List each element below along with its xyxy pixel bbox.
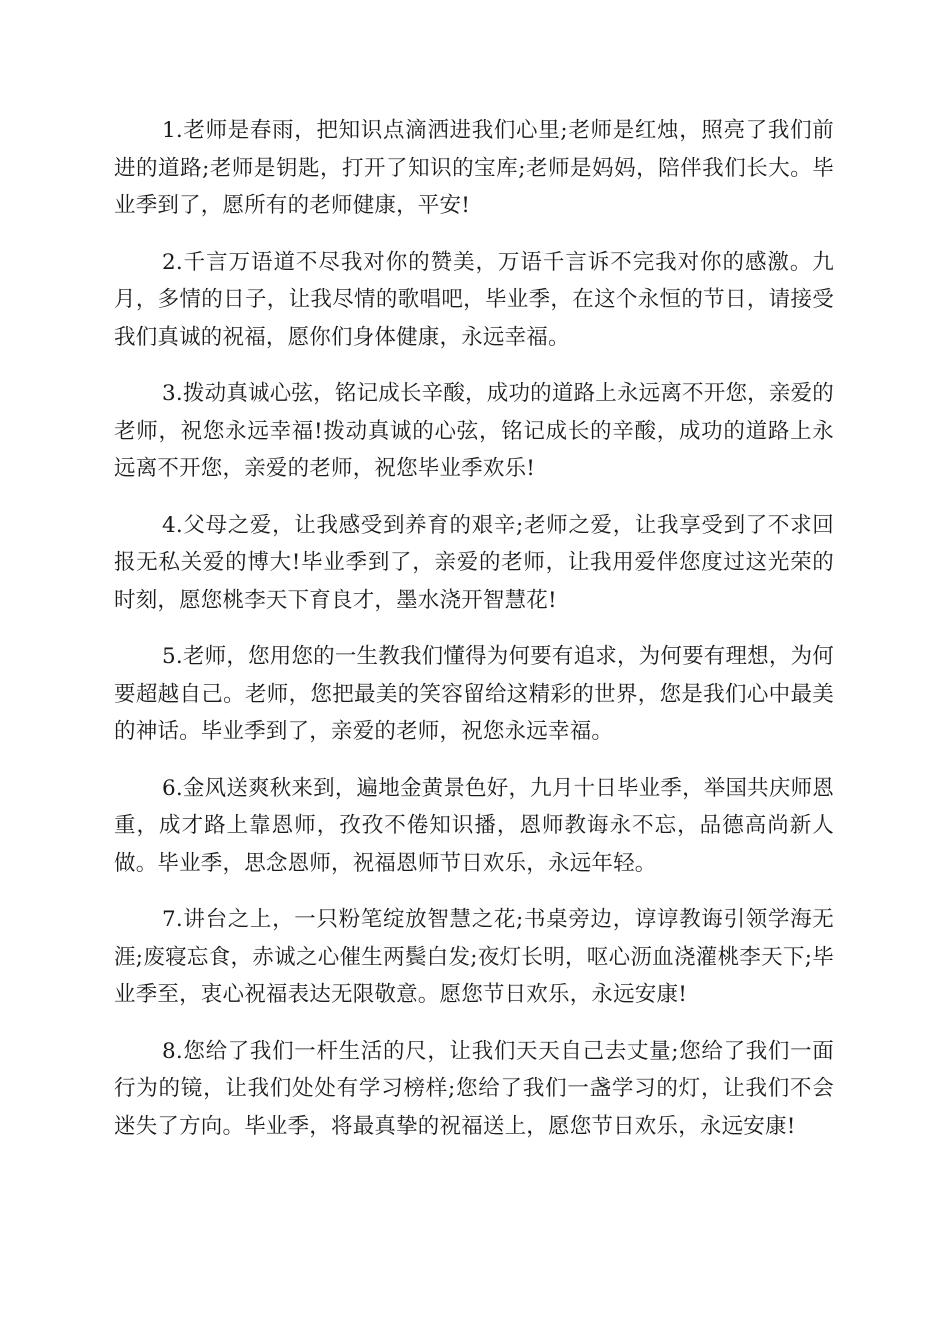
paragraph-6: 6.金风送爽秋来到，遍地金黄景色好，九月十日毕业季，举国共庆师恩重，成才路上靠恩师，孜孜不倦知识播，恩师教诲永不忘，品德高尚新人做。毕业季，思念恩师，祝福恩师节日欢乐，永远年轻。	[114, 775, 834, 876]
paragraph-2: 2.千言万语道不尽我对你的赞美，万语千言诉不完我对你的感激。九月，多情的日子，让我尽情的歌唱吧，毕业季，在这个永恒的节日，请接受我们真诚的祝福，愿你们身体健康，永远幸福。	[114, 249, 834, 350]
paragraph-1: 1.老师是春雨，把知识点滴洒进我们心里;老师是红烛，照亮了我们前进的道路;老师是钥匙，打开了知识的宝库;老师是妈妈，陪伴我们长大。毕业季到了，愿所有的老师健康，平安!	[114, 118, 834, 218]
paragraph-3: 3.拨动真诚心弦，铭记成长辛酸，成功的道路上永远离不开您，亲爱的老师，祝您永远幸福!拨动真诚的心弦，铭记成长的辛酸，成功的道路上永远离不开您，亲爱的老师，祝您毕业季欢乐!	[114, 381, 834, 481]
document-body	[114, 112, 834, 1164]
paragraph-7: 7.讲台之上，一只粉笔绽放智慧之花;书桌旁边，谆谆教诲引领学海无涯;废寝忘食，赤诚之心催生两鬓白发;夜灯长明，呕心沥血浇灌桃李天下;毕业季至，衷心祝福表达无限敬意。愿您节日欢乐，永远安康!	[114, 907, 834, 1007]
paragraph-4: 4.父母之爱，让我感受到养育的艰辛;老师之爱，让我享受到了不求回报无私关爱的博大!毕业季到了，亲爱的老师，让我用爱伴您度过这光荣的时刻，愿您桃李天下育良才，墨水浇开智慧花!	[114, 512, 834, 613]
paragraph-5: 5.老师，您用您的一生教我们懂得为何要有追求，为何要有理想，为何要超越自己。老师，您把最美的笑容留给这精彩的世界，您是我们心中最美的神话。毕业季到了，亲爱的老师，祝您永远幸福。	[114, 644, 834, 744]
paragraph-8: 8.您给了我们一杆生活的尺，让我们天天自己去丈量;您给了我们一面行为的镜，让我们处处有学习榜样;您给了我们一盏学习的灯，让我们不会迷失了方向。毕业季，将最真挚的祝福送上，愿您节日欢乐，永远安康!	[114, 1038, 834, 1139]
